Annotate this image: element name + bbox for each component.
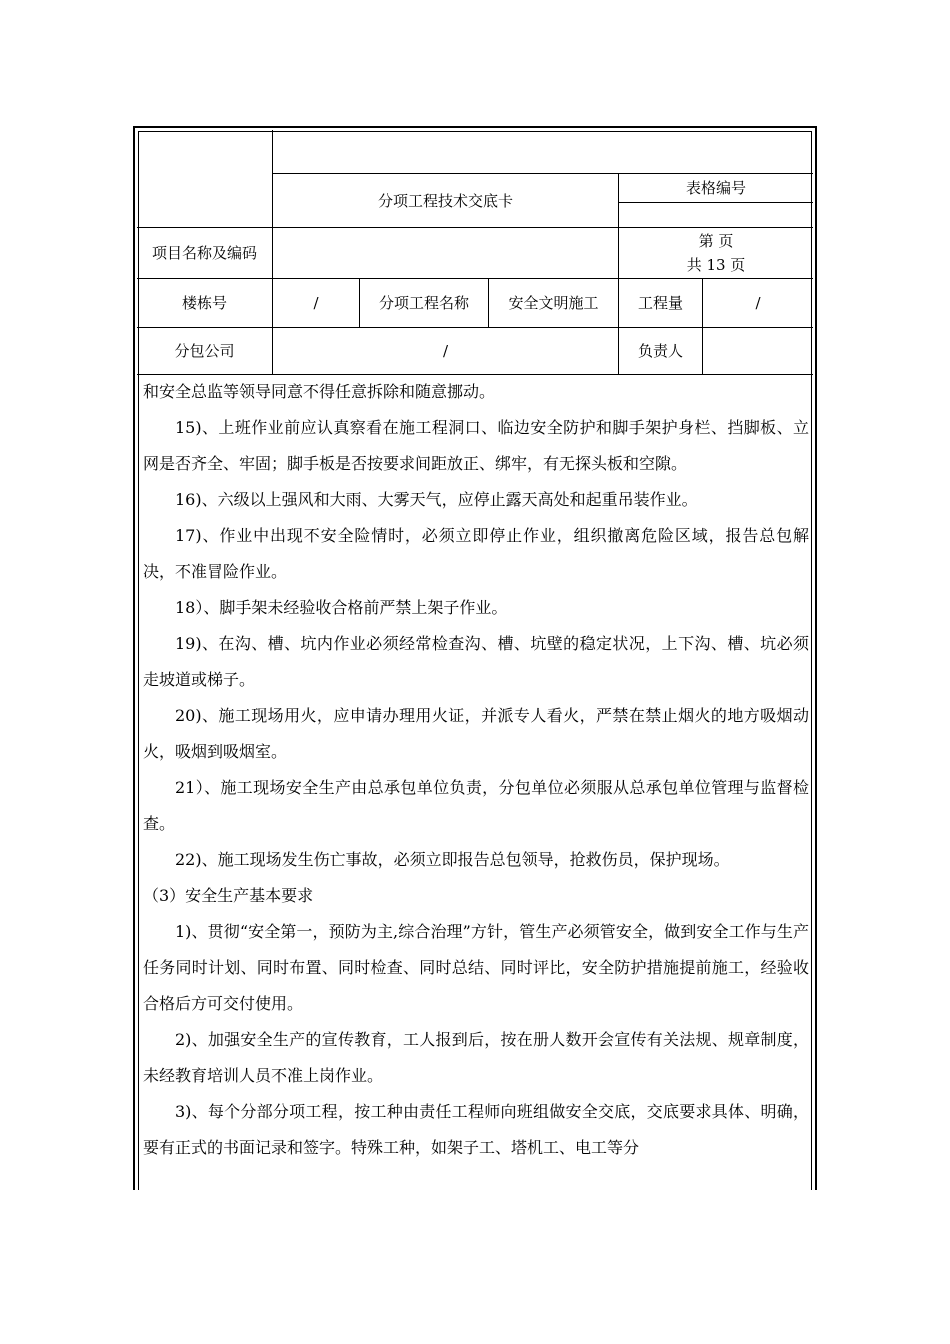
paragraph: 21）、施工现场安全生产由总承包单位负责，分包单位必须服从总承包单位管理与监督检查。 [143,778,809,833]
disclosure-content [143,374,809,1166]
form-number-value [619,203,813,227]
project-name-value [273,228,618,278]
paragraph: 19)、在沟、槽、坑内作业必须经常检查沟、槽、坑壁的稳定状况，上下沟、槽、坑必须走坡道或梯子。 [143,634,809,689]
paragraph: 和安全总监等领导同意不得任意拆除和随意挪动。 [143,382,496,401]
project-name-label: 项目名称及编码 [151,244,257,262]
responsible-person-value [703,328,813,374]
paragraph: 18）、脚手架未经验收合格前严禁上架子作业。 [175,598,508,617]
quantity-value: / [755,294,761,312]
total-pages: 共 13 页 [686,256,746,274]
building-value: / [313,294,319,312]
paragraph: 2)、加强安全生产的宣传教育，工人报到后，按在册人数开会宣传有关法规、规章制度，未经教育培训人员不准上岗作业。 [143,1030,809,1085]
section-heading: （3）安全生产基本要求 [143,886,314,905]
paragraph: 16)、六级以上强风和大雨、大雾天气，应停止露天高处和起重吊装作业。 [175,490,698,509]
subproject-name-label: 分项工程名称 [378,294,469,312]
subproject-name-value: 安全文明施工 [508,294,599,312]
building-label: 楼栋号 [181,294,227,312]
responsible-person-label: 负责人 [637,342,683,360]
paragraph: 15)、上班作业前应认真察看在施工程洞口、临边安全防护和脚手架护身栏、挡脚板、立网是否齐全、牢固；脚手板是否按要求间距放正、绑牢，有无探头板和空隙。 [143,418,809,473]
subcontractor-value: / [442,342,449,360]
form-title: 分项工程技术交底卡 [377,191,513,210]
paragraph: 20)、施工现场用火，应申请办理用火证，并派专人看火，严禁在禁止烟火的地方吸烟动火，吸烟到吸烟室。 [143,706,809,761]
paragraph: 3)、每个分部分项工程，按工种由责任工程师向班组做安全交底，交底要求具体、明确，要有正式的书面记录和签字。特殊工种，如架子工、塔机工、电工等分 [143,1102,809,1157]
subcontractor-label: 分包公司 [174,342,235,360]
paragraph: 22)、施工现场发生伤亡事故，必须立即报告总包领导，抢救伤员，保护现场。 [175,850,730,869]
page-info [619,228,813,278]
paragraph: 1)、贯彻“安全第一，预防为主,综合治理”方针，管生产必须管安全，做到安全工作与生产任务同时计划、同时布置、同时检查、同时总结、同时评比，安全防护措施提前施工，经验收合格后方可交付使用。 [143,922,809,1013]
paragraph: 17)、作业中出现不安全险情时，必须立即停止作业，组织撤离危险区域，报告总包解决，不准冒险作业。 [143,526,809,581]
page-number: 第 页 [698,232,734,250]
form-number-label: 表格编号 [685,179,746,197]
quantity-label: 工程量 [637,294,683,312]
